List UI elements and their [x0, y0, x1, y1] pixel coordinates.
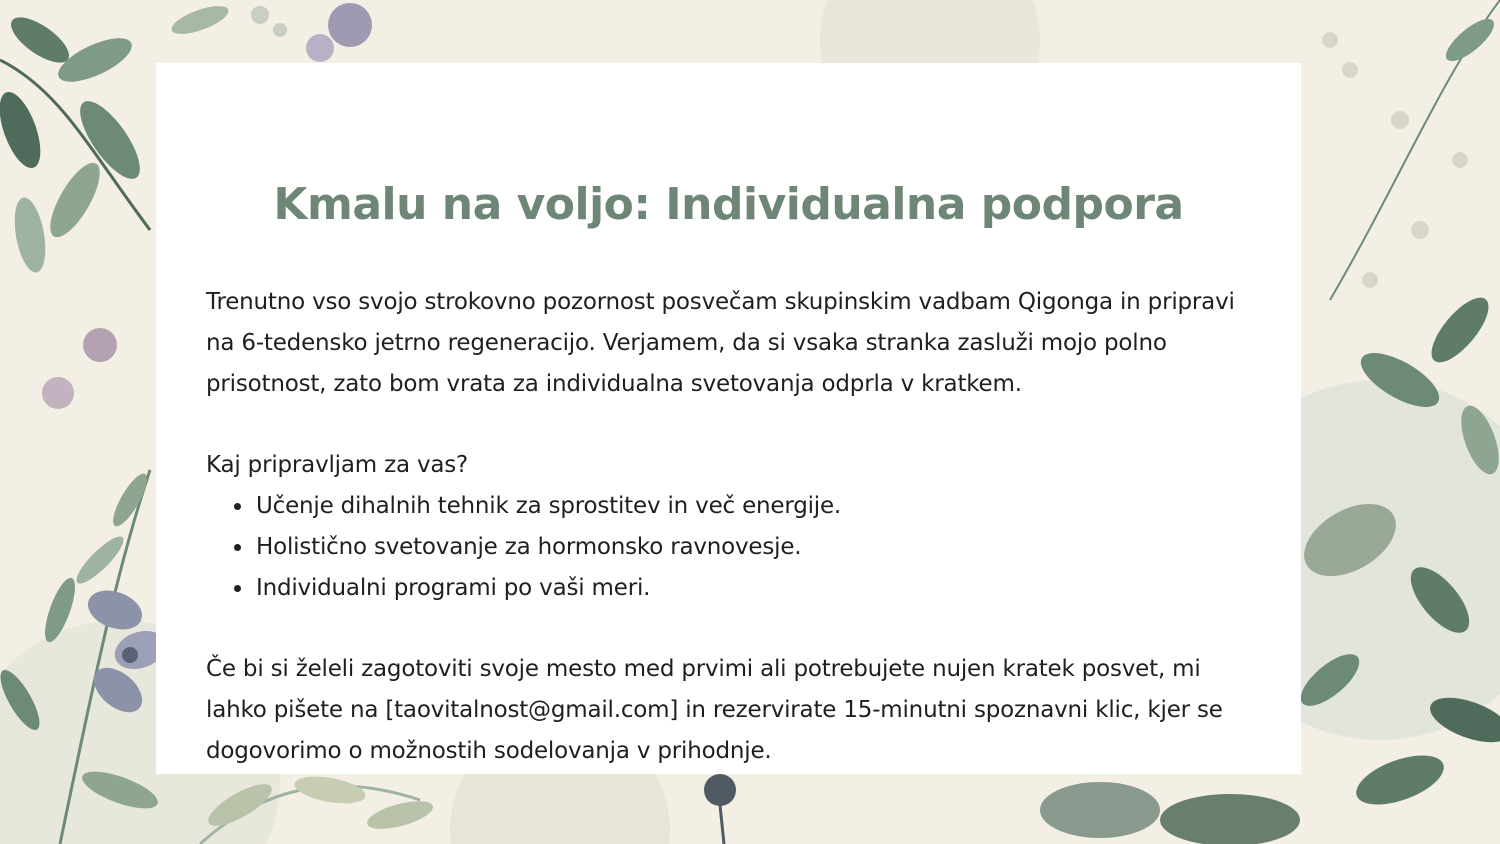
closing-paragraph: Če bi si želeli zagotoviti svoje mesto med prvimi ali potrebujete nujen kratek posvet, mi lahko pišete na [taovitalnost@gmail.com] in rezervirate 15-minutni spoznavni klic, kjer se dogovorimo o možnostih sodelovanja v prihodnje. — [206, 656, 1223, 764]
slide-body — [206, 282, 1266, 772]
paragraph-spacer — [206, 404, 1266, 445]
intro-paragraph: Trenutno vso svojo strokovno pozornost posvečam skupinskim vadbam Qigonga in pripravi na 6-tedensko jetrno regeneracijo. Verjamem, da si vsaka stranka zasluži mojo polno prisotnost, zato bom vrata za individualna svetovanja odprla v kratkem. — [206, 289, 1235, 397]
botanical-leaves-bottom-icon — [200, 772, 1300, 844]
list-item: • Holistično svetovanje za hormonsko ravnovesje. — [254, 527, 1266, 568]
list-item: • Individualni programi po vaši meri. — [254, 568, 1266, 609]
offer-list — [206, 486, 1266, 608]
slide-title: Kmalu na voljo: Individualna podpora — [273, 179, 1184, 230]
paragraph-spacer — [206, 608, 1266, 649]
list-item: • Učenje dihalnih tehnik za sprostitev in več energije. — [254, 486, 1266, 527]
content-card — [156, 63, 1301, 774]
list-heading: Kaj pripravljam za vas? — [206, 452, 469, 479]
